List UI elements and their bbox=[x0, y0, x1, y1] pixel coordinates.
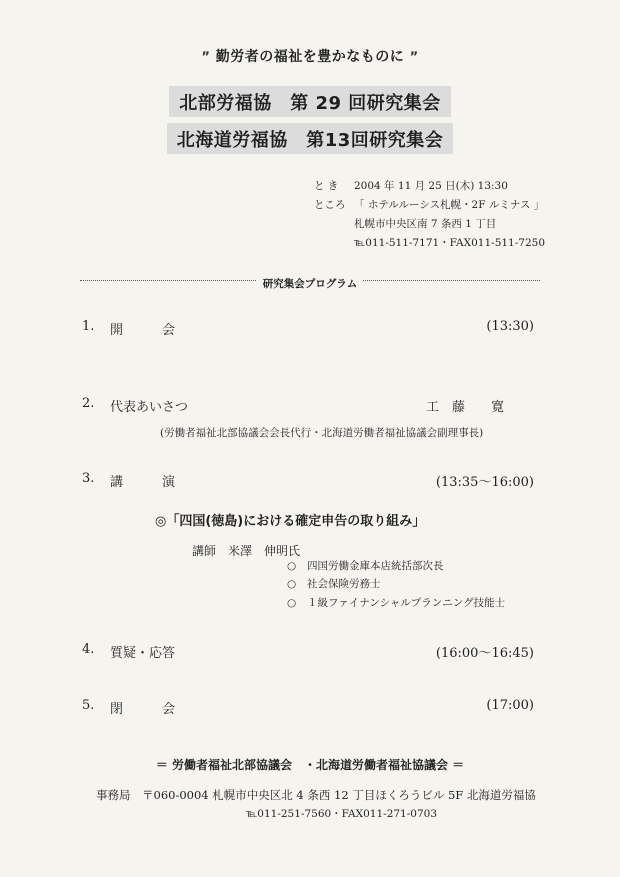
item-5-time: (17:00) bbox=[486, 698, 534, 713]
item-2-number: 2. bbox=[82, 396, 95, 411]
program-heading-text: 研究集会プログラム bbox=[257, 278, 363, 290]
lecture-title: ◎「四国(徳島)における確定申告の取り組み」 bbox=[155, 514, 426, 529]
venue-address: 札幌市中央区南 7 条西 1 丁目 bbox=[354, 218, 497, 230]
credential-3-text: １級ファイナンシャルプランニング技能士 bbox=[307, 597, 506, 609]
item-1-time: (13:30) bbox=[486, 319, 534, 334]
slogan-text: 勤労者の福祉を豊かなものに bbox=[215, 49, 405, 65]
credential-2-text: 社会保険労務士 bbox=[307, 578, 381, 590]
item-5-number: 5. bbox=[82, 698, 95, 713]
when-label: と き bbox=[314, 180, 339, 192]
slogan bbox=[0, 46, 620, 66]
circle-bullet-icon: ○ bbox=[287, 578, 297, 590]
item-4-time: (16:00～16:45) bbox=[435, 646, 534, 661]
credential-1-text: 四国労働金庫本店統括部次長 bbox=[307, 560, 444, 572]
main-title-1-text: 北部労福協 第 29 回研究集会 bbox=[169, 86, 451, 117]
lecturer: 講師 米澤 伸明氏 bbox=[192, 544, 301, 558]
program-heading bbox=[0, 272, 620, 291]
main-title-2-text: 北海道労福協 第13回研究集会 bbox=[167, 123, 454, 154]
slogan-open-quote: ˮ bbox=[201, 50, 211, 65]
secretariat-tel: ℡011-251-7560・FAX011-271-0703 bbox=[246, 808, 438, 820]
credential-3 bbox=[287, 595, 505, 610]
item-3-label: 講 演 bbox=[110, 475, 176, 490]
item-5-label: 閉 会 bbox=[110, 702, 176, 717]
item-3-number: 3. bbox=[82, 471, 95, 486]
credential-2 bbox=[287, 576, 381, 591]
secretariat-address: 事務局 〒060-0004 札幌市中央区北 4 条西 12 丁目ほくろうビル 5F 北海道労福協 bbox=[96, 788, 536, 802]
where-value: 「 ホテルルーシス札幌・2F ルミナス 」 bbox=[354, 199, 545, 211]
where-label: ところ bbox=[314, 199, 346, 211]
slogan-close-quote: ˮ bbox=[409, 50, 419, 65]
main-title-2 bbox=[0, 123, 620, 154]
main-title-1 bbox=[0, 86, 620, 117]
item-1-label: 開 会 bbox=[110, 323, 176, 338]
credential-1 bbox=[287, 558, 444, 573]
item-2-speaker-title: (労働者福祉北部協議会会長代行・北海道労働者福祉協議会副理事長) bbox=[160, 427, 484, 439]
item-4-number: 4. bbox=[82, 642, 95, 657]
item-4-label: 質疑・応答 bbox=[110, 646, 176, 661]
item-2-speaker-name: 工 藤 寛 bbox=[426, 400, 505, 415]
when-value: 2004 年 11 月 25 日(木) 13:30 bbox=[354, 180, 508, 192]
item-2-label: 代表あいさつ bbox=[110, 400, 189, 415]
circle-bullet-icon: ○ bbox=[287, 597, 297, 609]
circle-bullet-icon: ○ bbox=[287, 560, 297, 572]
item-3-time: (13:35～16:00) bbox=[435, 475, 534, 490]
venue-tel: ℡011-511-7171・FAX011-511-7250 bbox=[354, 237, 546, 249]
item-1-number: 1. bbox=[82, 319, 95, 334]
organizer-names: ＝ 労働者福祉北部協議会 ・北海道労働者福祉協議会 ＝ bbox=[155, 758, 465, 772]
